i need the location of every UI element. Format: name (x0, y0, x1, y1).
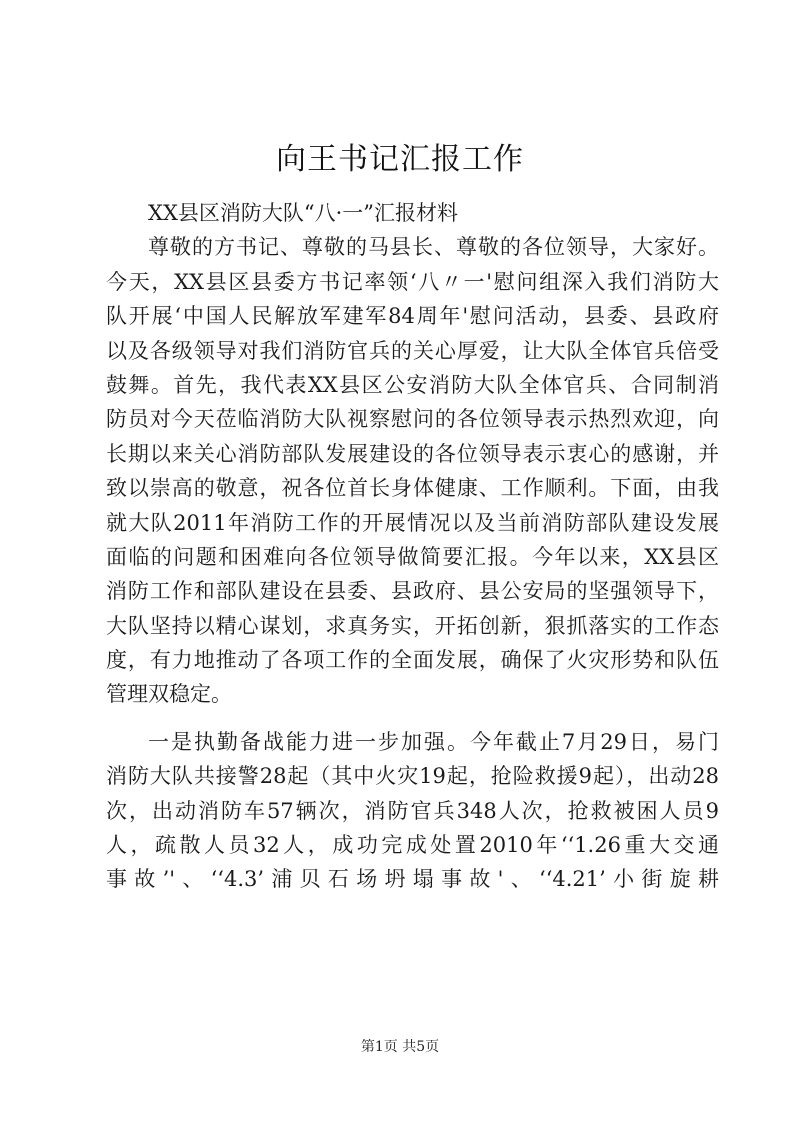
text-line: 消防大队共接警28起（其中火灾19起，抢险救援9起），出动28 (106, 764, 719, 789)
page-footer: 第1页 共5页 (360, 1039, 440, 1055)
text-line: 次，出动消防车57辆次，消防官兵348人次，抢救被困人员9 (106, 798, 719, 823)
text-line: 事故’'、‘‘4.3’浦贝石场坍塌事故'、‘‘4.21’小街旋耕 (106, 867, 719, 892)
text-line: 长期以来关心消防部队发展建设的各位领导表示衷心的感谢，并 (106, 441, 719, 466)
text-line: 以及各级领导对我们消防官兵的关心厚爱，让大队全体官兵倍受 (106, 338, 719, 363)
paragraph-gap (106, 712, 719, 725)
document-title: 向王书记汇报工作 (276, 142, 524, 177)
text-line: 就大队2011年消防工作的开展情况以及当前消防部队建设发展 (106, 510, 719, 535)
text-line: 鼓舞。首先，我代表XX县区公安消防大队全体官兵、合同制消 (106, 372, 719, 397)
text-line: 一是执勤备战能力进一步加强。今年截止7月29日，易门 (148, 729, 719, 754)
text-line: 队开展‘中国人民解放军建军84周年'慰问活动，县委、县政府 (106, 304, 719, 329)
text-line: 大队坚持以精心谋划，求真务实，开拓创新，狠抓落实的工作态 (106, 613, 719, 638)
text-line: 面临的问题和困难向各位领导做简要汇报。今年以来，XX县区 (106, 544, 719, 569)
text-line: 今天，XX县区县委方书记率领‘八〃一'慰问组深入我们消防大 (106, 269, 719, 294)
text-line: 管理双稳定。 (106, 682, 232, 707)
document-subtitle: XX县区消防大队“八·一”汇报材料 (148, 201, 459, 225)
text-line: 度，有力地推动了各项工作的全面发展，确保了火灾形势和队伍 (106, 648, 719, 673)
text-line: 尊敬的方书记、尊敬的马县长、尊敬的各位领导，大家好。 (148, 235, 719, 260)
document-body (106, 196, 719, 897)
paragraph-2 (106, 725, 719, 897)
text-line: 致以崇高的敬意，祝各位首长身体健康、工作顺利。下面，由我 (106, 476, 719, 501)
paragraph-1 (106, 230, 719, 711)
text-line: 人，疏散人员32人，成功完成处置2010年‘‘1.26重大交通 (106, 833, 719, 858)
text-line: 防员对今天莅临消防大队视察慰问的各位领导表示热烈欢迎，向 (106, 407, 719, 432)
text-line: 消防工作和部队建设在县委、县政府、县公安局的坚强领导下， (106, 579, 719, 604)
